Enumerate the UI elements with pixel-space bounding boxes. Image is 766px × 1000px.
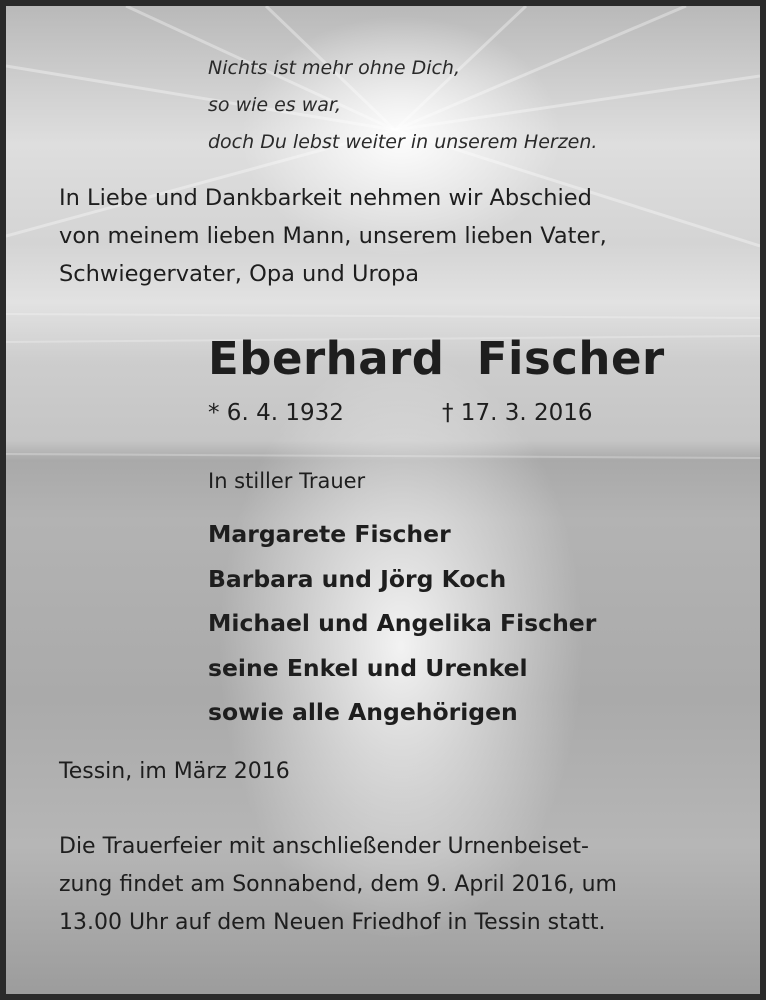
birth-date: * 6. 4. 1932	[208, 400, 344, 426]
mourner: Margarete Fischer	[208, 520, 451, 548]
mourner: seine Enkel und Urenkel	[208, 653, 528, 682]
intro-line: von meinem lieben Mann, unserem lieben Vater,	[59, 223, 607, 249]
place-date: Tessin, im März 2016	[59, 759, 290, 784]
deceased-name: Eberhard Fischer	[208, 332, 665, 385]
mourner: sowie alle Angehörigen	[208, 698, 518, 726]
intro-line: Schwiegervater, Opa und Uropa	[59, 261, 420, 287]
ceremony-line: Die Trauerfeier mit anschließender Urnenbeiset-	[59, 834, 589, 859]
obituary-notice	[6, 6, 760, 994]
ceremony-info	[59, 828, 707, 942]
poem-line: so wie es war,	[208, 94, 342, 116]
intro-line: In Liebe und Dankbarkeit nehmen wir Abschied	[59, 185, 592, 211]
mourner: Barbara und Jörg Koch	[208, 564, 507, 593]
death-date: † 17. 3. 2016	[442, 400, 593, 426]
poem-line: doch Du lebst weiter in unserem Herzen.	[208, 131, 598, 153]
ceremony-line: zung findet am Sonnabend, dem 9. April 2016, um	[59, 872, 617, 897]
mourners-list	[208, 512, 596, 735]
farewell-intro	[59, 179, 707, 293]
mourner: Michael und Angelika Fischer	[208, 609, 597, 637]
ceremony-line: 13.00 Uhr auf dem Neuen Friedhof in Tessin statt.	[59, 910, 606, 935]
memorial-poem	[208, 50, 597, 161]
poem-line: Nichts ist mehr ohne Dich,	[208, 57, 461, 79]
mourning-label: In stiller Trauer	[208, 469, 366, 493]
